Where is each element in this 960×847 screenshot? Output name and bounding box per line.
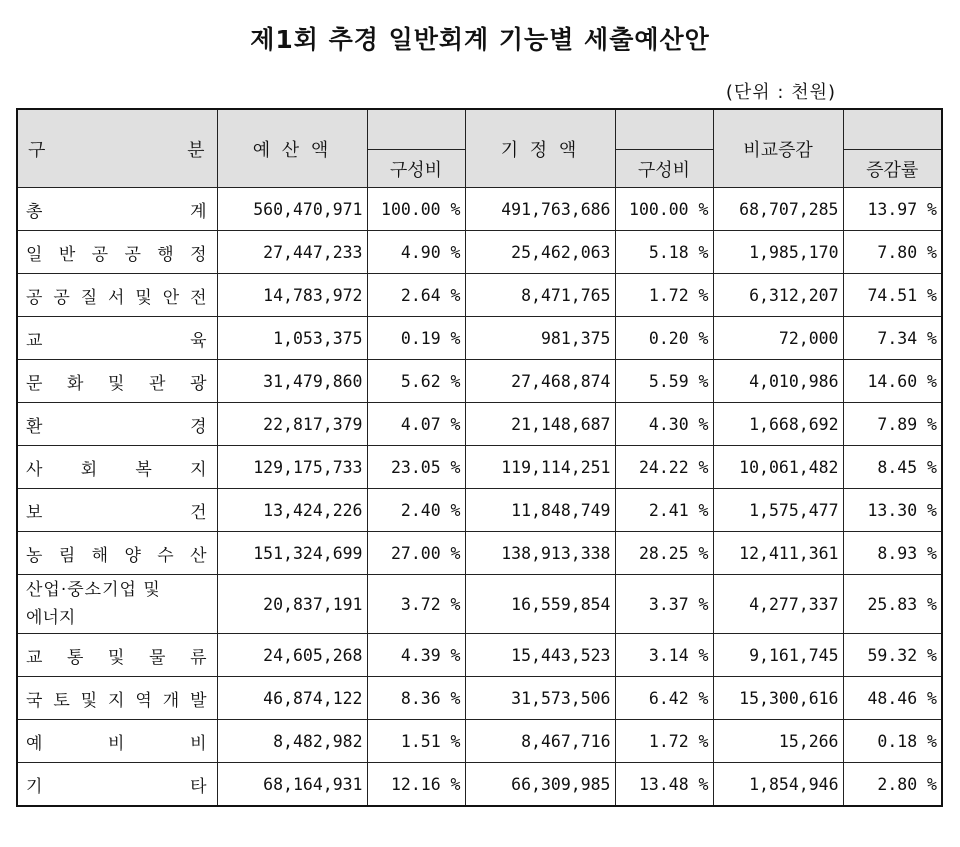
cell-ratio1: 100.00 % [367, 188, 465, 231]
row-category-char: 공 [124, 244, 141, 265]
row-category-char: 서 [108, 287, 125, 308]
cell-ratio2: 3.37 % [615, 575, 713, 634]
row-category-char: 안 [162, 287, 180, 308]
row-category-char: 화 [67, 373, 84, 394]
cell-ratio2: 4.30 % [615, 403, 713, 446]
row-category-char: 공 [91, 244, 109, 265]
cell-rate: 74.51 % [843, 274, 942, 317]
table-row [17, 403, 942, 446]
row-category-char: 및 [108, 647, 125, 668]
cell-rate: 13.30 % [843, 489, 942, 532]
row-category-line2 [26, 604, 207, 632]
row-category-char: 일 [26, 244, 43, 265]
cell-diff: 15,300,616 [713, 677, 843, 720]
cell-existing: 31,573,506 [465, 677, 615, 720]
row-category-char: 경 [190, 416, 207, 437]
row-category-char: 예 [26, 733, 43, 754]
cell-rate: 59.32 % [843, 634, 942, 677]
row-category-char: 류 [190, 647, 207, 668]
cell-ratio1: 12.16 % [367, 763, 465, 807]
row-category-char: 산 [190, 545, 207, 566]
cell-diff: 1,985,170 [713, 231, 843, 274]
cell-rate: 2.80 % [843, 763, 942, 807]
row-category-char: 물 [149, 647, 166, 668]
table-row [17, 677, 942, 720]
row-category-char: 공 [53, 287, 70, 308]
row-category-char: 지 [190, 459, 207, 480]
cell-existing: 15,443,523 [465, 634, 615, 677]
cell-ratio2: 0.20 % [615, 317, 713, 360]
cell-existing: 66,309,985 [465, 763, 615, 807]
table-row [17, 231, 942, 274]
cell-budget: 1,053,375 [217, 317, 367, 360]
cell-budget: 13,424,226 [217, 489, 367, 532]
row-category [17, 403, 217, 446]
row-category-char: 행 [157, 244, 174, 265]
row-category-char: 광 [190, 373, 207, 394]
row-category-char: 및 [80, 690, 98, 711]
cell-ratio1: 3.72 % [367, 575, 465, 634]
cell-existing: 8,471,765 [465, 274, 615, 317]
header-category-left: 구 [28, 139, 46, 161]
cell-budget: 14,783,972 [217, 274, 367, 317]
row-category-char: 너 [42, 608, 59, 628]
row-category-char: 총 [26, 201, 43, 222]
cell-budget: 24,605,268 [217, 634, 367, 677]
cell-existing: 119,114,251 [465, 446, 615, 489]
cell-ratio2: 28.25 % [615, 532, 713, 575]
cell-ratio2: 13.48 % [615, 763, 713, 807]
row-category-char: 역 [135, 690, 152, 711]
table-row [17, 720, 942, 763]
table-row [17, 317, 942, 360]
row-category [17, 532, 217, 575]
cell-existing: 16,559,854 [465, 575, 615, 634]
row-category-char: 공 [26, 287, 43, 308]
row-category [17, 720, 217, 763]
cell-diff: 10,061,482 [713, 446, 843, 489]
row-category-char: 지 [108, 690, 125, 711]
header-category [17, 109, 217, 188]
cell-rate: 7.89 % [843, 403, 942, 446]
cell-budget: 129,175,733 [217, 446, 367, 489]
row-category-char: 환 [26, 416, 43, 437]
cell-ratio1: 4.90 % [367, 231, 465, 274]
table-row [17, 532, 942, 575]
row-category-char: 비 [190, 733, 207, 754]
cell-diff: 9,161,745 [713, 634, 843, 677]
table-row [17, 763, 942, 807]
cell-rate: 8.45 % [843, 446, 942, 489]
table-row [17, 489, 942, 532]
row-category-char: 정 [190, 244, 207, 265]
row-category [17, 274, 217, 317]
row-category-char: 발 [190, 690, 207, 711]
cell-rate: 25.83 % [843, 575, 942, 634]
cell-ratio2: 5.18 % [615, 231, 713, 274]
cell-diff: 6,312,207 [713, 274, 843, 317]
row-category-char: 농 [26, 545, 43, 566]
cell-existing: 981,375 [465, 317, 615, 360]
row-category [17, 677, 217, 720]
cell-ratio2: 24.22 % [615, 446, 713, 489]
row-category [17, 763, 217, 807]
cell-rate: 13.97 % [843, 188, 942, 231]
cell-budget: 20,837,191 [217, 575, 367, 634]
row-category-char: 해 [91, 545, 109, 566]
unit-label: (단위 : 천원) [725, 82, 836, 103]
row-category-char: 전 [190, 287, 207, 308]
cell-ratio1: 23.05 % [367, 446, 465, 489]
cell-ratio2: 3.14 % [615, 634, 713, 677]
row-category-char: 복 [135, 459, 152, 480]
row-category [17, 446, 217, 489]
row-category [17, 575, 217, 634]
row-category [17, 188, 217, 231]
row-category-char: 국 [26, 690, 43, 711]
row-category-char: 교 [26, 647, 43, 668]
row-category-char: 통 [67, 647, 84, 668]
row-category-char: 보 [26, 502, 43, 523]
cell-ratio2: 2.41 % [615, 489, 713, 532]
table-row [17, 634, 942, 677]
cell-existing: 21,148,687 [465, 403, 615, 446]
row-category-char: 문 [26, 373, 43, 394]
row-category [17, 360, 217, 403]
row-category-char: 질 [80, 287, 98, 308]
header-diff: 비교증감 [713, 109, 843, 188]
cell-existing: 25,462,063 [465, 231, 615, 274]
cell-rate: 14.60 % [843, 360, 942, 403]
row-category-char: 회 [80, 459, 98, 480]
cell-existing: 27,468,874 [465, 360, 615, 403]
cell-budget: 31,479,860 [217, 360, 367, 403]
row-category-char: 지 [58, 608, 76, 628]
cell-ratio1: 4.39 % [367, 634, 465, 677]
header-budget: 예 산 액 [217, 109, 367, 188]
row-category-line1: 산업·중소기업 및 [26, 580, 161, 600]
row-category-char: 림 [58, 545, 76, 566]
table-body [17, 188, 942, 807]
cell-existing: 138,913,338 [465, 532, 615, 575]
row-category-char: 육 [190, 330, 207, 351]
row-category-char: 계 [190, 201, 207, 222]
cell-existing: 8,467,716 [465, 720, 615, 763]
header-ratio2: 구성비 [615, 150, 713, 188]
header-rate: 증감률 [843, 150, 942, 188]
cell-diff: 1,575,477 [713, 489, 843, 532]
row-category-char: 개 [162, 690, 180, 711]
row-category-char: 교 [26, 330, 43, 351]
cell-budget: 560,470,971 [217, 188, 367, 231]
cell-ratio2: 100.00 % [615, 188, 713, 231]
cell-budget: 27,447,233 [217, 231, 367, 274]
cell-diff: 12,411,361 [713, 532, 843, 575]
header-diff-top-spacer [843, 109, 942, 150]
cell-ratio1: 1.51 % [367, 720, 465, 763]
row-category-char: 기 [26, 776, 43, 797]
cell-ratio1: 0.19 % [367, 317, 465, 360]
cell-ratio1: 5.62 % [367, 360, 465, 403]
cell-ratio2: 6.42 % [615, 677, 713, 720]
cell-diff: 4,277,337 [713, 575, 843, 634]
row-category [17, 317, 217, 360]
row-category-char: 및 [108, 373, 125, 394]
row-category [17, 489, 217, 532]
budget-table [16, 108, 943, 807]
cell-ratio2: 5.59 % [615, 360, 713, 403]
document-title: 제1회 추경 일반회계 기능별 세출예산안 [250, 25, 710, 54]
row-category-char: 및 [135, 287, 152, 308]
table-row [17, 575, 942, 634]
cell-ratio1: 27.00 % [367, 532, 465, 575]
table-row [17, 274, 942, 317]
cell-diff: 15,266 [713, 720, 843, 763]
table-row [17, 360, 942, 403]
cell-existing: 491,763,686 [465, 188, 615, 231]
row-category-char: 타 [190, 776, 207, 797]
cell-rate: 8.93 % [843, 532, 942, 575]
cell-budget: 22,817,379 [217, 403, 367, 446]
row-category-char: 건 [190, 502, 207, 523]
row-category [17, 634, 217, 677]
cell-ratio2: 1.72 % [615, 274, 713, 317]
table-row [17, 446, 942, 489]
cell-ratio1: 8.36 % [367, 677, 465, 720]
cell-ratio1: 2.40 % [367, 489, 465, 532]
cell-rate: 7.80 % [843, 231, 942, 274]
cell-budget: 68,164,931 [217, 763, 367, 807]
table-row [17, 188, 942, 231]
cell-diff: 1,854,946 [713, 763, 843, 807]
cell-budget: 46,874,122 [217, 677, 367, 720]
row-category-char: 양 [124, 545, 141, 566]
cell-diff: 1,668,692 [713, 403, 843, 446]
cell-ratio2: 1.72 % [615, 720, 713, 763]
row-category-char: 비 [108, 733, 125, 754]
cell-diff: 4,010,986 [713, 360, 843, 403]
row-category-char: 수 [157, 545, 174, 566]
cell-budget: 8,482,982 [217, 720, 367, 763]
row-category [17, 231, 217, 274]
row-category-char: 반 [58, 244, 76, 265]
header-ratio1: 구성비 [367, 150, 465, 188]
table-header [17, 109, 942, 188]
header-existing-top-spacer [615, 109, 713, 150]
cell-existing: 11,848,749 [465, 489, 615, 532]
cell-diff: 72,000 [713, 317, 843, 360]
cell-ratio1: 2.64 % [367, 274, 465, 317]
cell-rate: 48.46 % [843, 677, 942, 720]
header-budget-top-spacer [367, 109, 465, 150]
cell-budget: 151,324,699 [217, 532, 367, 575]
cell-diff: 68,707,285 [713, 188, 843, 231]
cell-rate: 7.34 % [843, 317, 942, 360]
row-category-char: 사 [26, 459, 43, 480]
cell-rate: 0.18 % [843, 720, 942, 763]
header-existing: 기 정 액 [465, 109, 615, 188]
cell-ratio1: 4.07 % [367, 403, 465, 446]
row-category-char: 토 [53, 690, 70, 711]
header-category-right: 분 [187, 139, 205, 161]
row-category-char: 에 [26, 608, 43, 628]
row-category-char: 관 [149, 373, 166, 394]
